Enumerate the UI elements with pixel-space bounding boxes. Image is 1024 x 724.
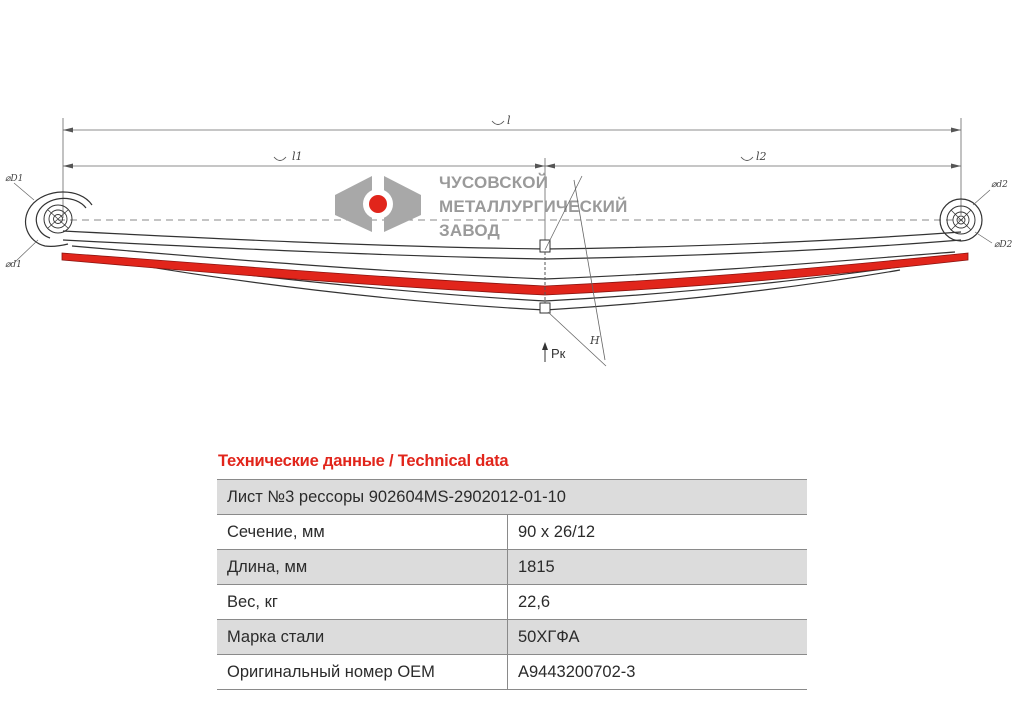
load-arrow xyxy=(542,342,548,362)
height-label: H xyxy=(590,334,600,347)
table-row xyxy=(217,515,807,550)
table-row xyxy=(217,585,807,620)
table-row xyxy=(217,620,807,655)
row-label: Длина, мм xyxy=(217,550,508,585)
left-eye-outer-diameter: ⌀D1 xyxy=(5,174,24,184)
row-label: Сечение, мм xyxy=(217,515,508,550)
row-value: A9443200702-3 xyxy=(508,655,808,690)
row-value: 50ХГФА xyxy=(508,620,808,655)
tech-data-table xyxy=(217,479,807,690)
left-eye-dim-leaders xyxy=(14,183,38,262)
row-label: Марка стали xyxy=(217,620,508,655)
table-row xyxy=(217,550,807,585)
right-length-label: l2 xyxy=(756,150,767,163)
logo-emblem-dot xyxy=(369,195,387,213)
company-logo xyxy=(335,173,628,240)
row-value: 1815 xyxy=(508,550,808,585)
table-header-cell: Лист №3 рессоры 902604MS-2902012-01-10 xyxy=(217,480,807,515)
center-bolt xyxy=(540,240,550,313)
row-label: Вес, кг xyxy=(217,585,508,620)
right-eye-outer-diameter: ⌀D2 xyxy=(994,240,1013,250)
logo-line-1: ЧУСОВСКОЙ xyxy=(439,173,549,192)
left-eye xyxy=(26,192,92,246)
logo-line-2: МЕТАЛЛУРГИЧЕСКИЙ xyxy=(439,197,628,216)
row-value: 22,6 xyxy=(508,585,808,620)
row-label: Оригинальный номер OEM xyxy=(217,655,508,690)
tech-data-title: Технические данные / Technical data xyxy=(218,452,509,470)
left-eye-inner-diameter: ⌀d1 xyxy=(5,260,22,270)
row-value: 90 х 26/12 xyxy=(508,515,808,550)
arc-symbols xyxy=(274,121,753,161)
table-header-row xyxy=(217,480,807,515)
load-label: Pк xyxy=(551,346,566,361)
logo-line-3: ЗАВОД xyxy=(439,221,500,240)
table-row xyxy=(217,655,807,690)
right-eye-inner-diameter: ⌀d2 xyxy=(991,180,1008,190)
total-length-label: l xyxy=(507,114,511,127)
dimension-arrows xyxy=(63,128,961,169)
left-length-label: l1 xyxy=(292,150,303,163)
